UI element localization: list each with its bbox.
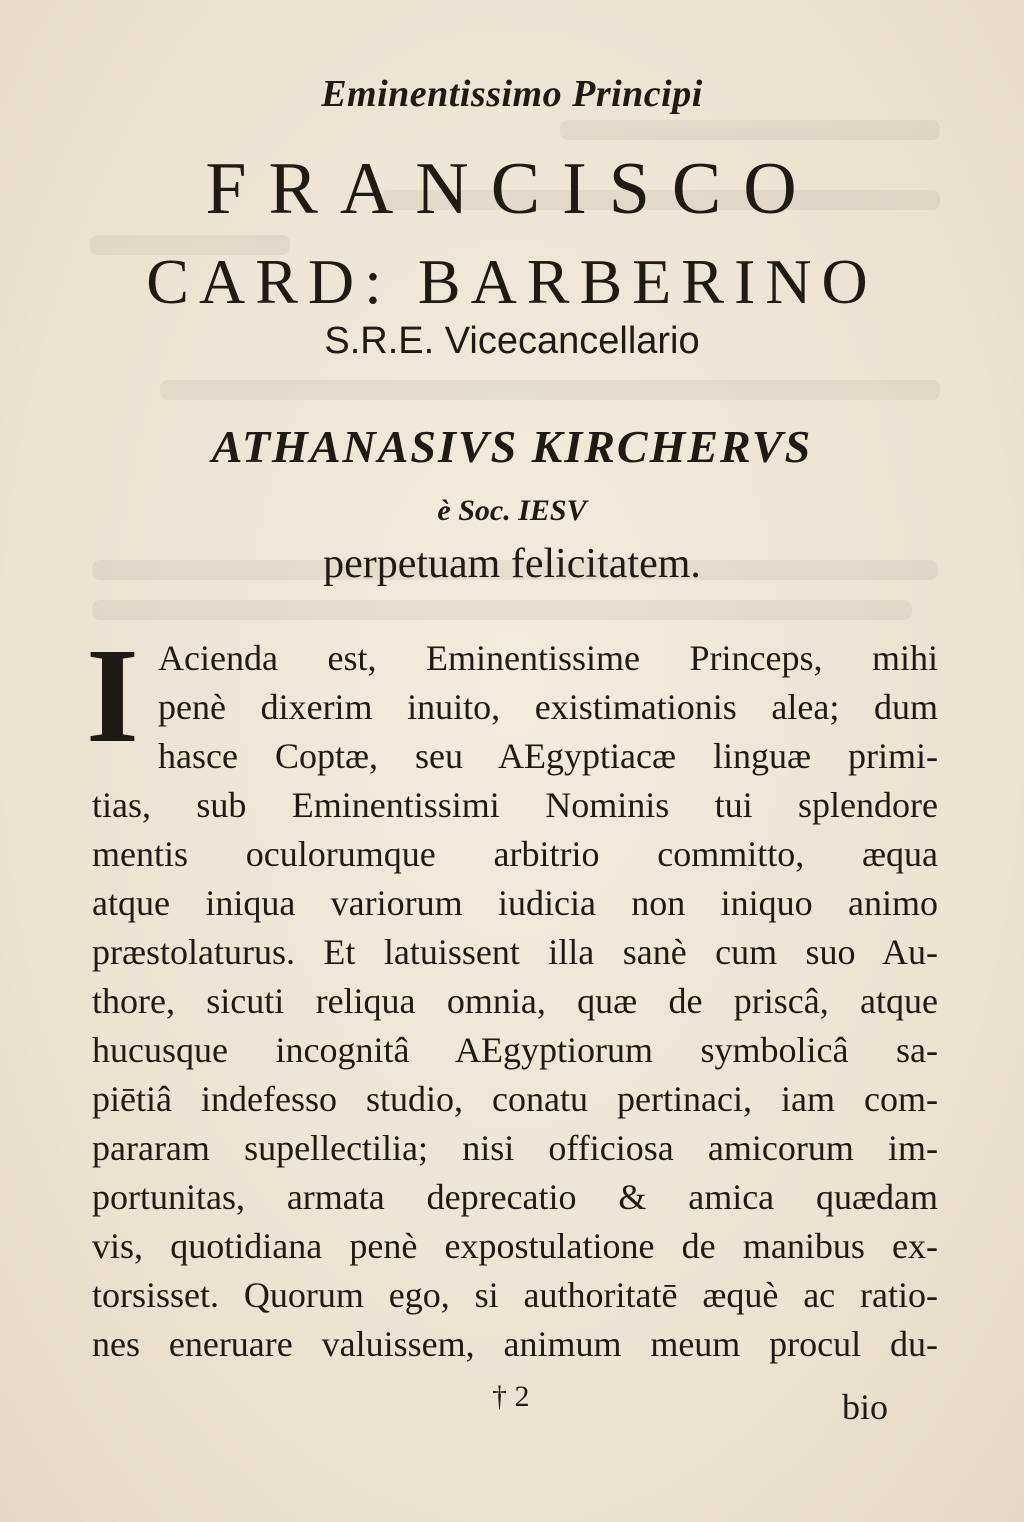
author-name: ATHANASIVS KIRCHERVS [211,421,813,472]
body-line: tias, sub Eminentissimi Nominis tui splendore [92,785,938,825]
author-society: è Soc. IESV [437,494,587,527]
body-line: piētiâ indefesso studio, conatu pertinaci, iam com- [92,1079,938,1119]
drop-capital: I [86,621,139,771]
body-line: torsisset. Quorum ego, si authoritatē æquè ac ratio- [92,1275,938,1315]
greeting-line: perpetuam felicitatem. [323,541,701,587]
signature-mark: † 2 [492,1380,530,1413]
body-line: hasce Coptæ, seu AEgyptiacæ linguæ primi- [158,736,938,776]
body-line: præstolaturus. Et latuissent illa sanè cum suo Au- [92,932,938,972]
body-line: thore, sicuti reliqua omnia, quæ de priscâ, atque [92,981,938,1021]
body-line: vis, quotidiana penè expostulatione de manibus ex- [92,1226,938,1266]
body-line: mentis oculorumque arbitrio committo, æqua [92,834,938,874]
body-line: pararam supellectilia; nisi officiosa amicorum im- [92,1128,938,1168]
body-line: portunitas, armata deprecatio & amica quædam [92,1177,938,1217]
body-line: penè dixerim inuito, existimationis alea; dum [158,687,938,727]
body-line: atque iniqua variorum iudicia non iniquo animo [92,883,938,923]
catchword: bio [842,1387,889,1427]
dedicatee-title: S.R.E. Vicecancellario [324,320,700,362]
dedicatee-surname: CARD: BARBERINO [146,246,878,317]
body-line: hucusque incognitâ AEgyptiorum symbolicâ sa- [92,1030,938,1070]
body-line: Acienda est, Eminentissime Princeps, mihi [158,638,938,678]
dedication-line: Eminentissimo Principi [321,73,703,115]
dedicatee-first-name: FRANCISCO [205,148,819,230]
body-line: nes eneruare valuissem, animum meum procul du- [92,1324,938,1364]
